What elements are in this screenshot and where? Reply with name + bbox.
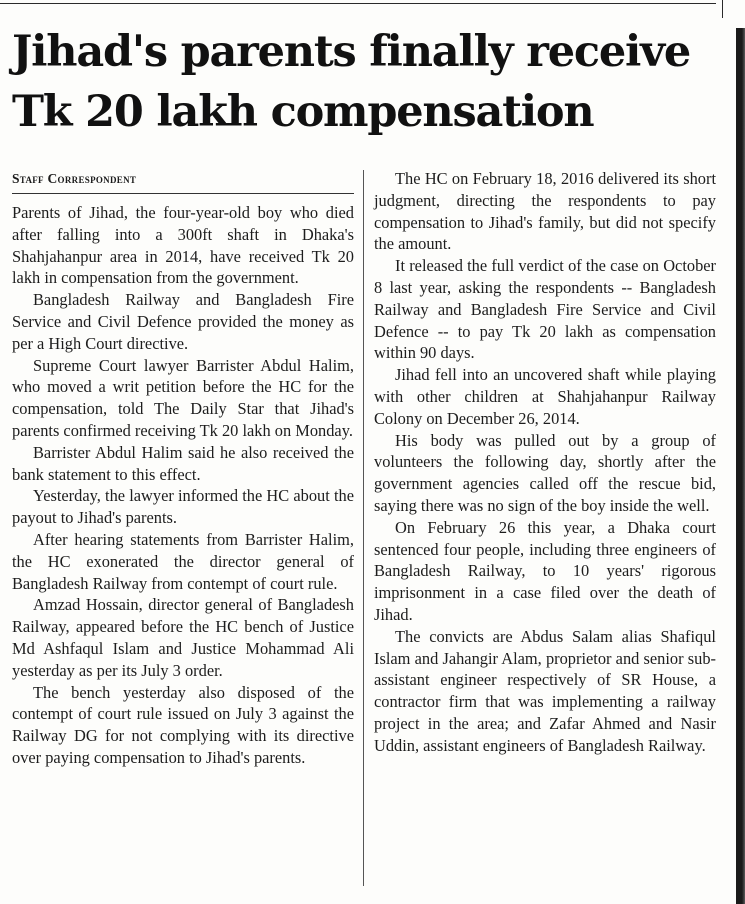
paragraph: Supreme Court lawyer Barrister Abdul Halim, who moved a writ petition before the HC for the compensation, told The Daily Star that Jihad's parents confirmed receiving Tk 20 lakh on Monday. bbox=[12, 355, 354, 440]
column-divider bbox=[363, 170, 364, 886]
byline: Staff Correspondent bbox=[12, 168, 354, 194]
paragraph: His body was pulled out by a group of volunteers the following day, shortly after the government agencies called off the rescue bid, saying there was no sign of the boy inside the well. bbox=[374, 430, 716, 515]
paragraph: The convicts are Abdus Salam alias Shafiqul Islam and Jahangir Alam, proprietor and senior sub-assistant engineer respectively of SR House, a contractor firm that was implementing a railway project in the area; and Zafar Ahmed and Nasir Uddin, assistant engineers of Bangladesh Railway. bbox=[374, 626, 716, 755]
paragraph: Barrister Abdul Halim said he also received the bank statement to this effect. bbox=[12, 442, 354, 484]
paragraph: The HC on February 18, 2016 delivered its short judgment, directing the respondents to pay compensation to Jihad's family, but did not specify the amount. bbox=[374, 169, 716, 254]
corner-border-rule bbox=[722, 0, 723, 18]
paragraph: Bangladesh Railway and Bangladesh Fire Service and Civil Defence provided the money as per a High Court directive. bbox=[12, 290, 354, 353]
paragraph: Amzad Hossain, director general of Bangladesh Railway, appeared before the HC bench of Justice Md Ashfaqul Islam and Justice Mohammad Ali yesterday as per its July 3 order. bbox=[12, 595, 354, 680]
paragraph: Parents of Jihad, the four-year-old boy who died after falling into a 300ft shaft in Dhaka's Shahjahanpur area in 2014, have received Tk 20 lakh in compensation from the government. bbox=[12, 203, 354, 288]
paragraph: Yesterday, the lawyer informed the HC about the payout to Jihad's parents. bbox=[12, 486, 354, 528]
right-column bbox=[374, 168, 716, 757]
paragraph: It released the full verdict of the case on October 8 last year, asking the respondents -- Bangladesh Railway and Bangladesh Fire Service and Civil Defence -- to pay Tk 20 lakh as compensation within 90 days. bbox=[374, 256, 716, 363]
headline: Jihad's parents finally receive Tk 20 lakh compensation bbox=[12, 27, 691, 137]
paragraph: The bench yesterday also disposed of the contempt of court rule issued on July 3 against the Railway DG for not complying with its directive over paying compensation to Jihad's parents. bbox=[12, 682, 354, 767]
left-column bbox=[12, 168, 354, 769]
paragraph: On February 26 this year, a Dhaka court sentenced four people, including three engineers of Bangladesh Railway, to 10 years' rigorous imprisonment in a case filed over the death of Jihad. bbox=[374, 517, 716, 624]
page-edge-strip bbox=[736, 28, 745, 904]
top-border-rule bbox=[0, 3, 716, 4]
paragraph: After hearing statements from Barrister Halim, the HC exonerated the director general of Bangladesh Railway from contempt of court rule. bbox=[12, 529, 354, 593]
paragraph: Jihad fell into an uncovered shaft while playing with other children at Shahjahanpur Railway Colony on December 26, 2014. bbox=[374, 365, 716, 428]
